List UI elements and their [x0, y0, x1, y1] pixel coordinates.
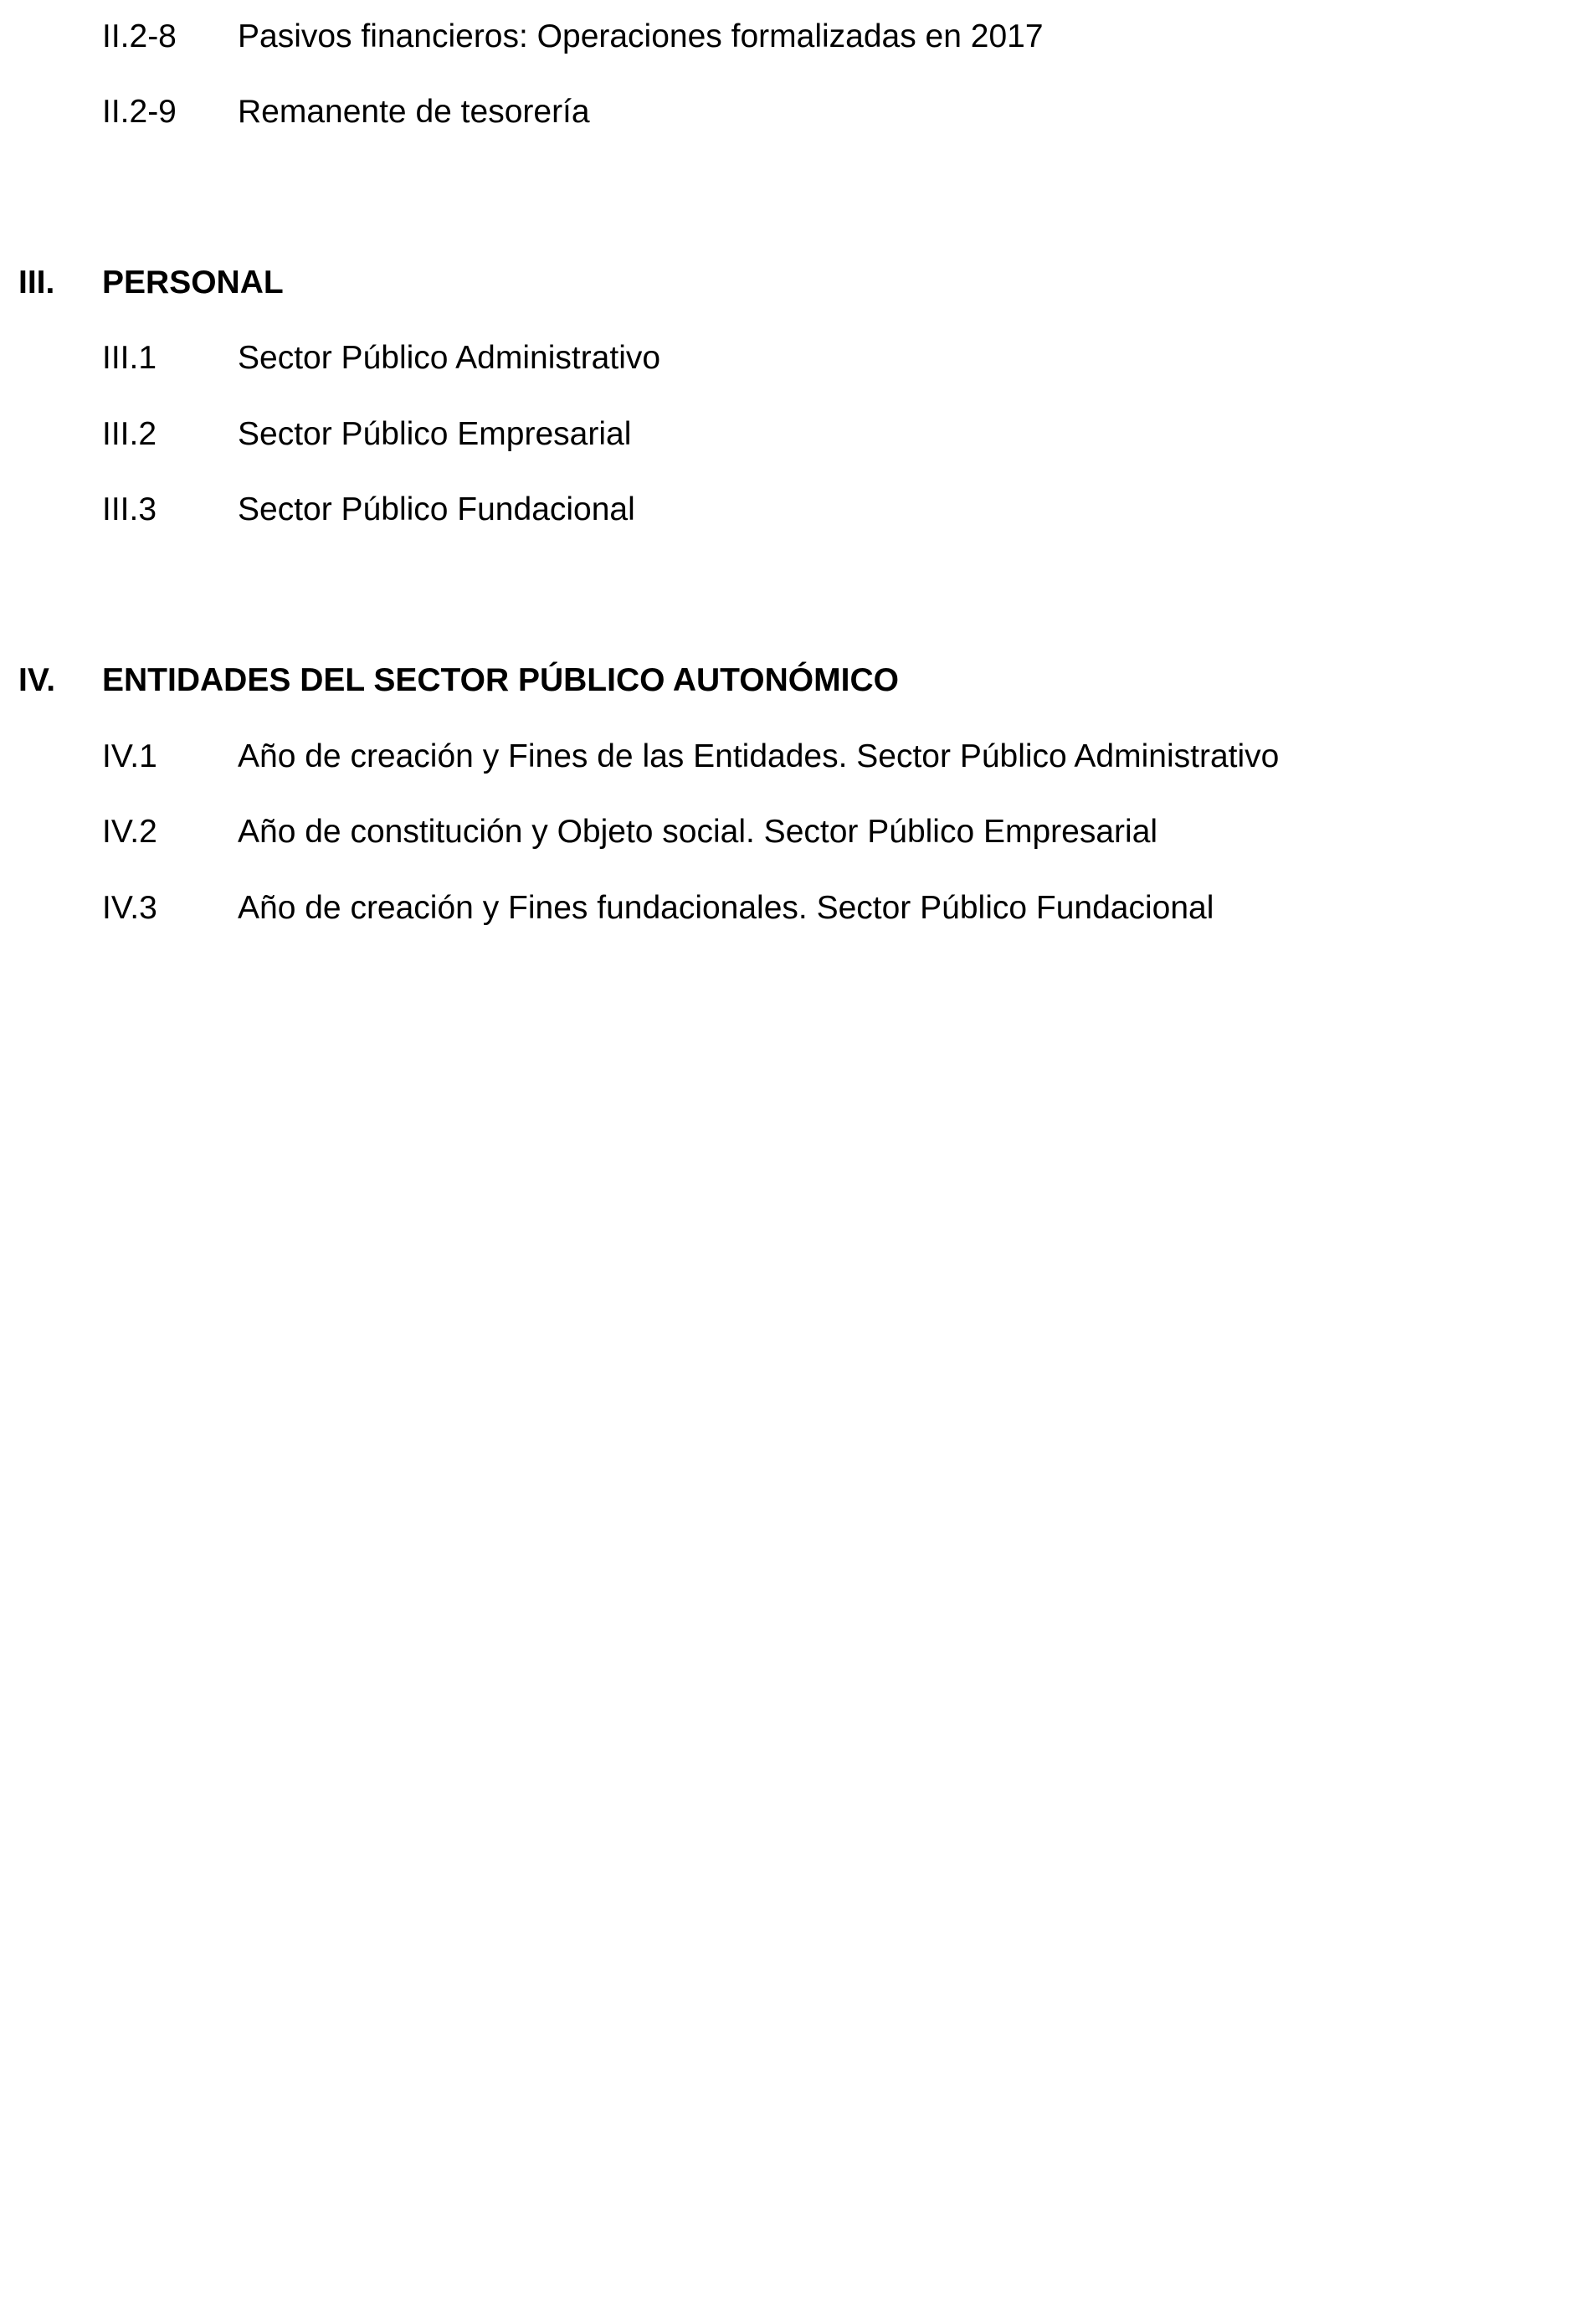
toc-item-title: Sector Público Empresarial — [238, 416, 632, 452]
toc-item-title: Sector Público Fundacional — [238, 491, 635, 527]
section-number: III. — [18, 265, 55, 301]
toc-item-code: IV.1 — [102, 738, 157, 774]
section-title: ENTIDADES DEL SECTOR PÚBLICO AUTONÓMICO — [102, 662, 899, 698]
toc-item-code: IV.2 — [102, 814, 157, 850]
toc-item-code: III.3 — [102, 491, 157, 527]
toc-item-title: Año de constitución y Objeto social. Sector Público Empresarial — [238, 814, 1158, 850]
toc-item-title: Sector Público Administrativo — [238, 340, 661, 376]
toc-item-code: IV.3 — [102, 890, 157, 926]
toc-item-title: Año de creación y Fines de las Entidades. Sector Público Administrativo — [238, 738, 1280, 774]
toc-item-title: Pasivos financieros: Operaciones formalizadas en 2017 — [238, 18, 1044, 54]
toc-item-title: Remanente de tesorería — [238, 94, 590, 130]
toc-item-code: III.2 — [102, 416, 157, 452]
section-title: PERSONAL — [102, 265, 284, 301]
section-number: IV. — [18, 662, 56, 698]
toc-item-code: III.1 — [102, 340, 157, 376]
toc-item-code: II.2-9 — [102, 94, 177, 130]
toc-item-code: II.2-8 — [102, 18, 177, 54]
toc-item-title: Año de creación y Fines fundacionales. Sector Público Fundacional — [238, 890, 1214, 926]
